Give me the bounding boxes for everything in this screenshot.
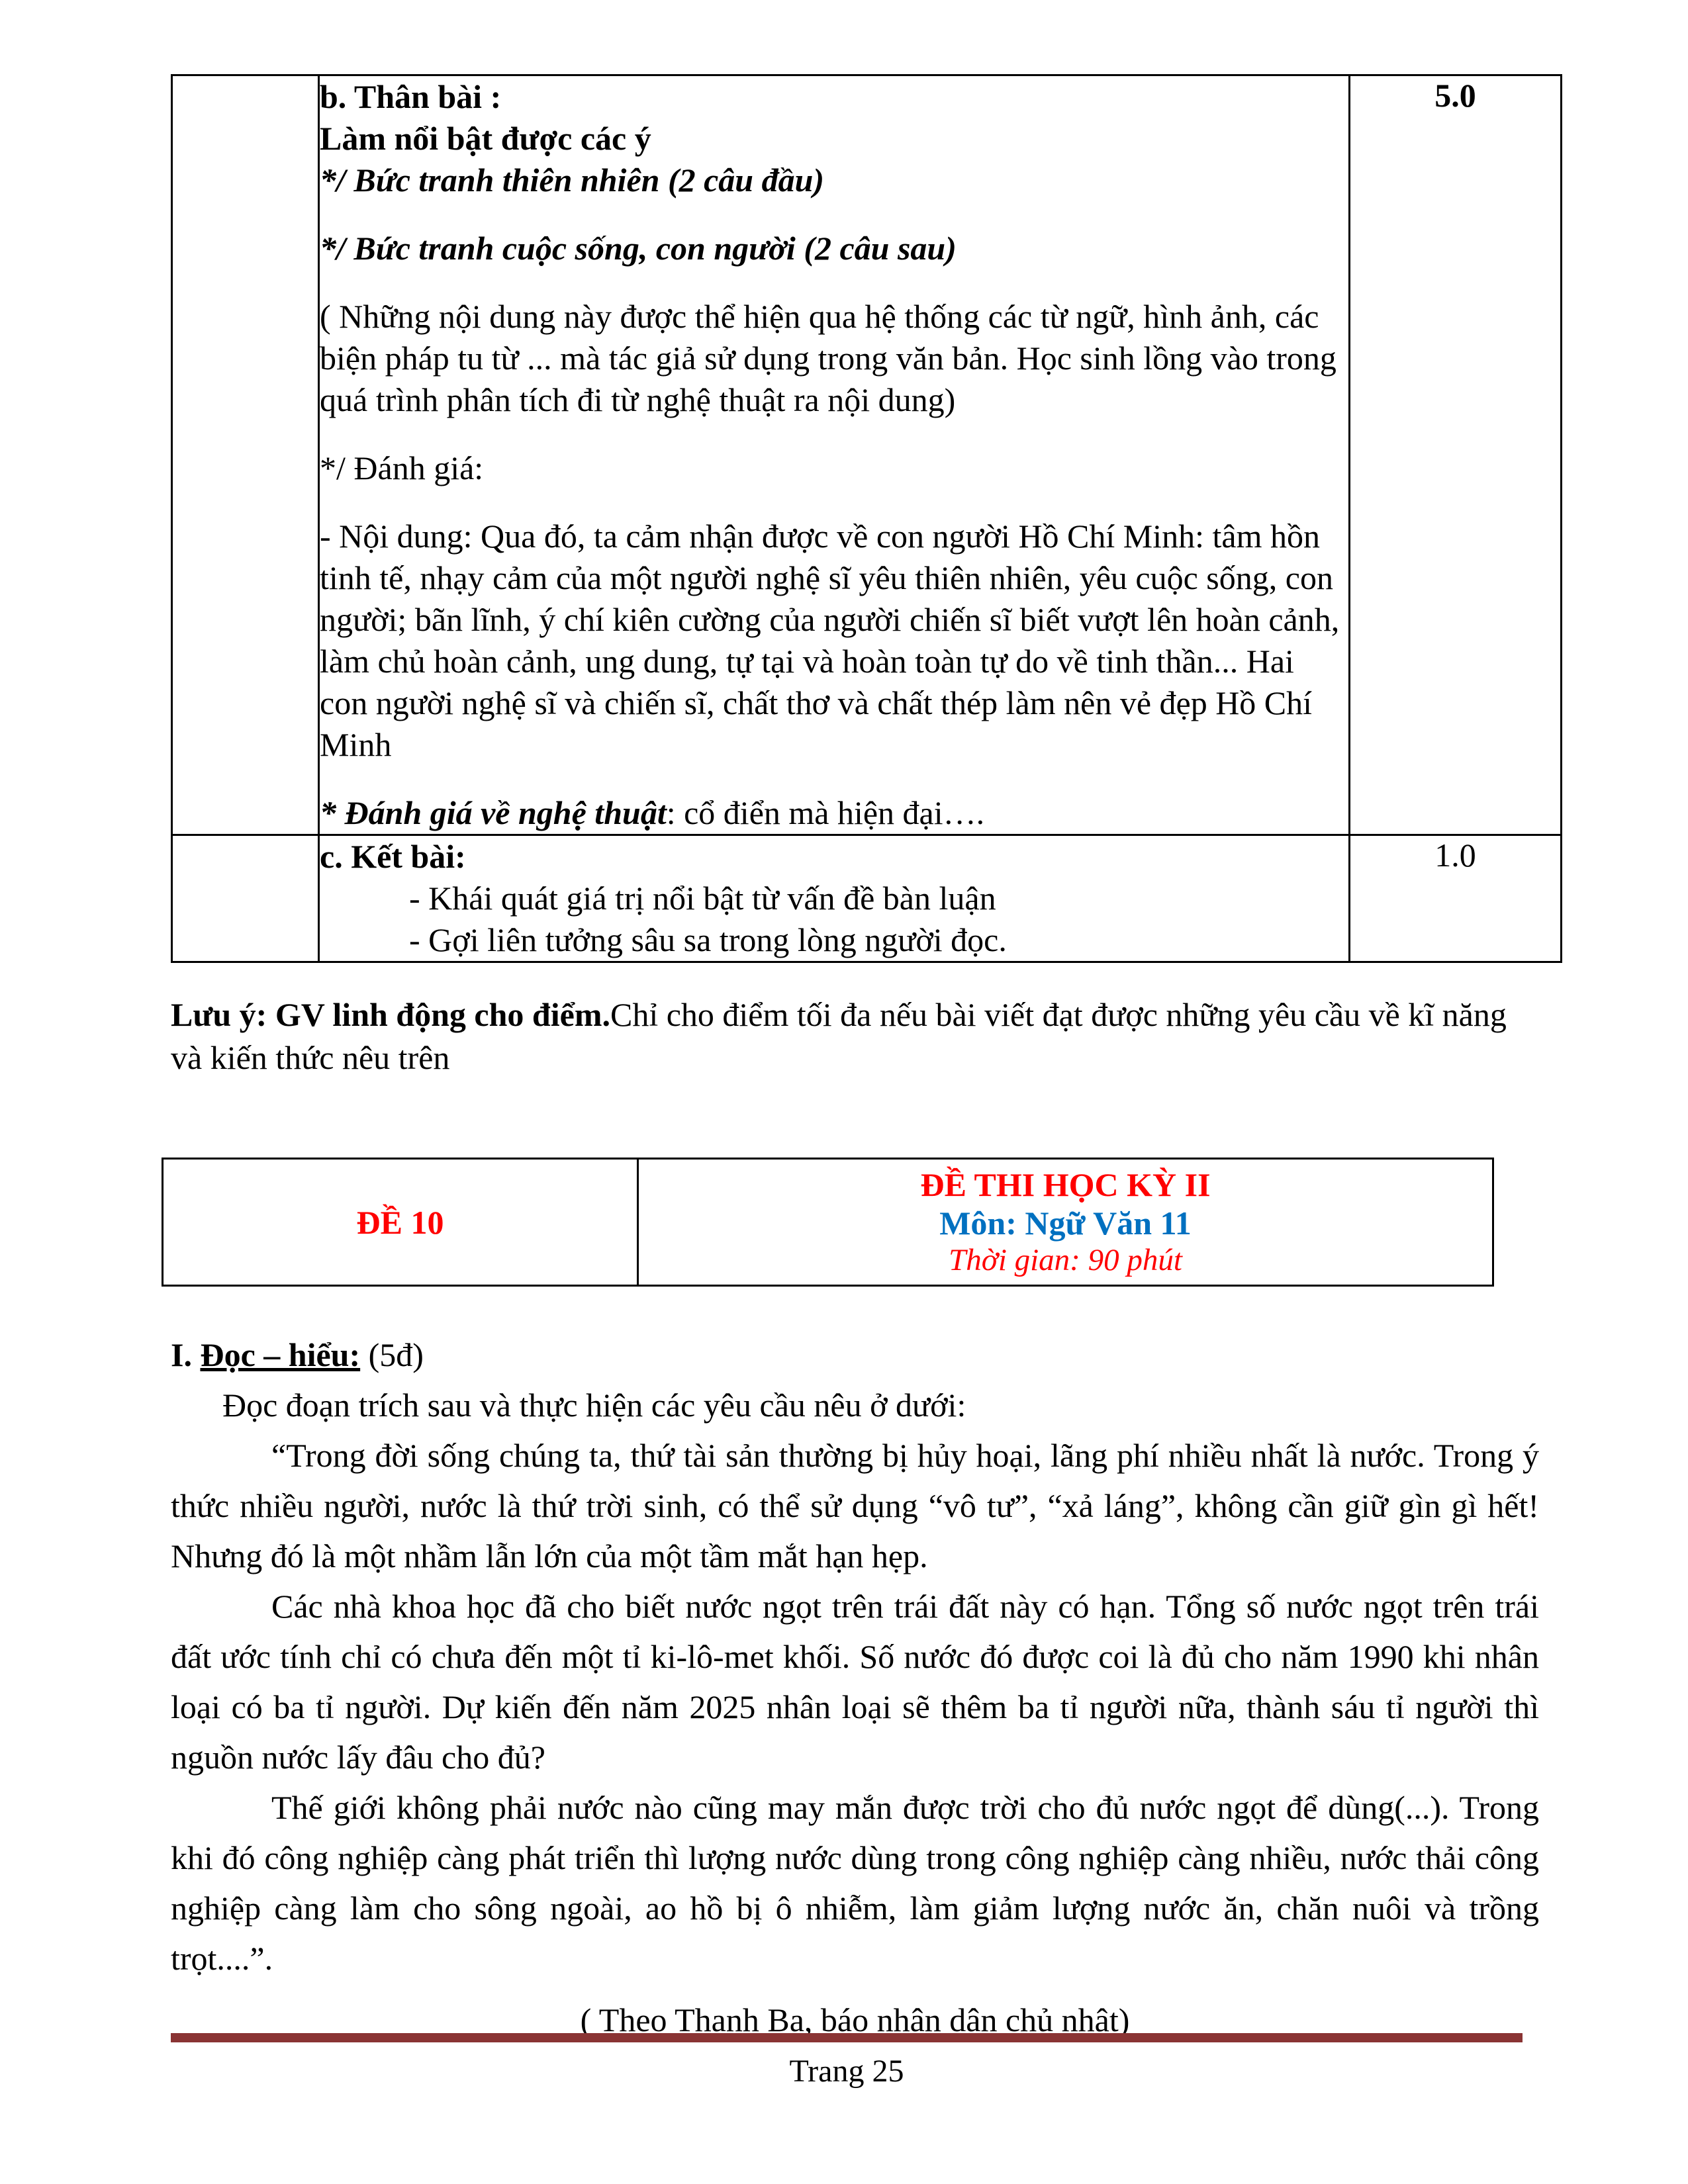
reading-paragraph-3: Thế giới không phải nước nào cũng may mắn được trời cho đủ nước ngọt để dùng(...). Trong khi đó công nghiệp càng phát triển thì lượng nước dùng trong công nghiệp càng nhiều, nước thải công nghiệp càng làm cho sông ngoài, ao hồ bị ô nhiễm, làm giảm lượng nước ăn, chăn nuôi và trồng trọt....”.: [171, 1789, 1539, 1978]
section-points: (5đ): [360, 1336, 424, 1374]
rubric-body-point1: */ Bức tranh thiên nhiên (2 câu đầu): [320, 161, 825, 199]
rubric-table: [171, 74, 1562, 963]
rubric-row-body: [172, 75, 1562, 835]
footer-rule: [171, 2033, 1523, 2042]
rubric-conclusion-score-cell: [1350, 835, 1562, 962]
section-heading: [171, 1330, 1540, 1380]
exam-header-row: [163, 1159, 1493, 1286]
exam-time: Thời gian: 90 phút: [949, 1243, 1182, 1277]
rubric-conclusion-title: c. Kết bài:: [320, 838, 466, 875]
rubric-row-conclusion: [172, 835, 1562, 962]
reading-paragraph-2: Các nhà khoa học đã cho biết nước ngọt trên trái đất này có hạn. Tổng số nước ngọt trên trái đất ước tính chỉ có chưa đến một tỉ ki-lô-met khối. Số nước đó được coi là đủ cho năm 1990 khi nhân loại có ba tỉ người. Dự kiến đến năm 2025 nhân loại sẽ thêm ba tỉ người nữa, thành sáu tỉ người thì nguồn nước lấy đâu cho đủ?: [171, 1588, 1539, 1776]
rubric-empty-cell: [172, 75, 319, 835]
rubric-conclusion-content-cell: [319, 835, 1350, 962]
reading-paragraph-1: “Trong đời sống chúng ta, thứ tài sản thường bị hủy hoại, lãng phí nhiều nhất là nước. Trong ý thức nhiều người, nước là thứ trời sinh, có thể sử dụng “vô tư”, “xả láng”, không cần giữ gìn gì hết! Nhưng đó là một nhầm lẫn lớn của một tầm mắt hạn hẹp.: [171, 1437, 1539, 1575]
rubric-conclusion-score: 1.0: [1434, 837, 1476, 874]
rubric-body-art-eval: [320, 792, 1348, 834]
rubric-body-score-cell: [1350, 75, 1562, 835]
rubric-empty-cell: [172, 835, 319, 962]
exam-number-cell: [163, 1159, 638, 1286]
rubric-body-point2: */ Bức tranh cuộc sống, con người (2 câu sau): [320, 230, 957, 267]
exam-header-table: [162, 1158, 1494, 1287]
exam-title: ĐỀ THI HỌC KỲ II: [920, 1166, 1211, 1203]
rubric-body-content-cell: [319, 75, 1350, 835]
reading-intro: Đọc đoạn trích sau và thực hiện các yêu cầu nêu ở dưới:: [222, 1387, 966, 1424]
grading-note-bold: Lưu ý: GV linh động cho điểm.: [171, 996, 610, 1033]
rubric-body-art-eval-label: * Đánh giá về nghệ thuật: [320, 794, 667, 831]
rubric-body-score: 5.0: [1434, 77, 1476, 114]
exam-subject: Môn: Ngữ Văn 11: [939, 1204, 1192, 1242]
exam-number-label: ĐỀ 10: [356, 1203, 444, 1241]
rubric-body-eval-label: */ Đánh giá:: [320, 449, 484, 486]
rubric-body-subtitle: Làm nổi bật được các ý: [320, 120, 651, 157]
grading-note: [171, 993, 1539, 1079]
rubric-body-art-eval-rest: : cổ điển mà hiện đại….: [666, 794, 985, 831]
reading-source: ( Theo Thanh Ba, báo nhân dân chủ nhật): [580, 2001, 1130, 2039]
section-number: I.: [171, 1336, 201, 1374]
rubric-conclusion-line2: - Gợi liên tưởng sâu sa trong lòng người đọc.: [409, 921, 1007, 958]
rubric-conclusion-line1: - Khái quát giá trị nổi bật từ vấn đề bàn luận: [409, 880, 996, 917]
section-title: Đọc – hiểu:: [200, 1336, 361, 1374]
exam-title-cell: [638, 1159, 1493, 1286]
rubric-body-note: ( Những nội dung này được thể hiện qua hệ thống các từ ngữ, hình ảnh, các biện pháp tu từ ... mà tác giả sử dụng trong văn bản. Học sinh lồng vào trong quá trình phân tích đi từ nghệ thuật ra nội dung): [320, 298, 1336, 418]
page-footer: [171, 2033, 1523, 2089]
page-number: Trang 25: [789, 2054, 904, 2089]
grading-note-rest: Chỉ cho điểm tối đa nếu bài viết đạt được những yêu cầu về kĩ năng và kiến thức nêu trên: [171, 996, 1507, 1076]
rubric-body-title: b. Thân bài :: [320, 78, 502, 115]
rubric-body-content-eval: - Nội dung: Qua đó, ta cảm nhận được về con người Hồ Chí Minh: tâm hồn tinh tế, nhạy cảm của một người nghệ sĩ yêu thiên nhiên, yêu cuộc sống, con người; bãn lĩnh, ý chí kiên cường của người chiến sĩ biết vượt lên hoàn cảnh, làm chủ hoàn cảnh, ung dung, tự tại và hoàn toàn tự do về tinh thần... Hai con người nghệ sĩ và chiến sĩ, chất thơ và chất thép làm nên vẻ đẹp Hồ Chí Minh: [320, 518, 1340, 763]
